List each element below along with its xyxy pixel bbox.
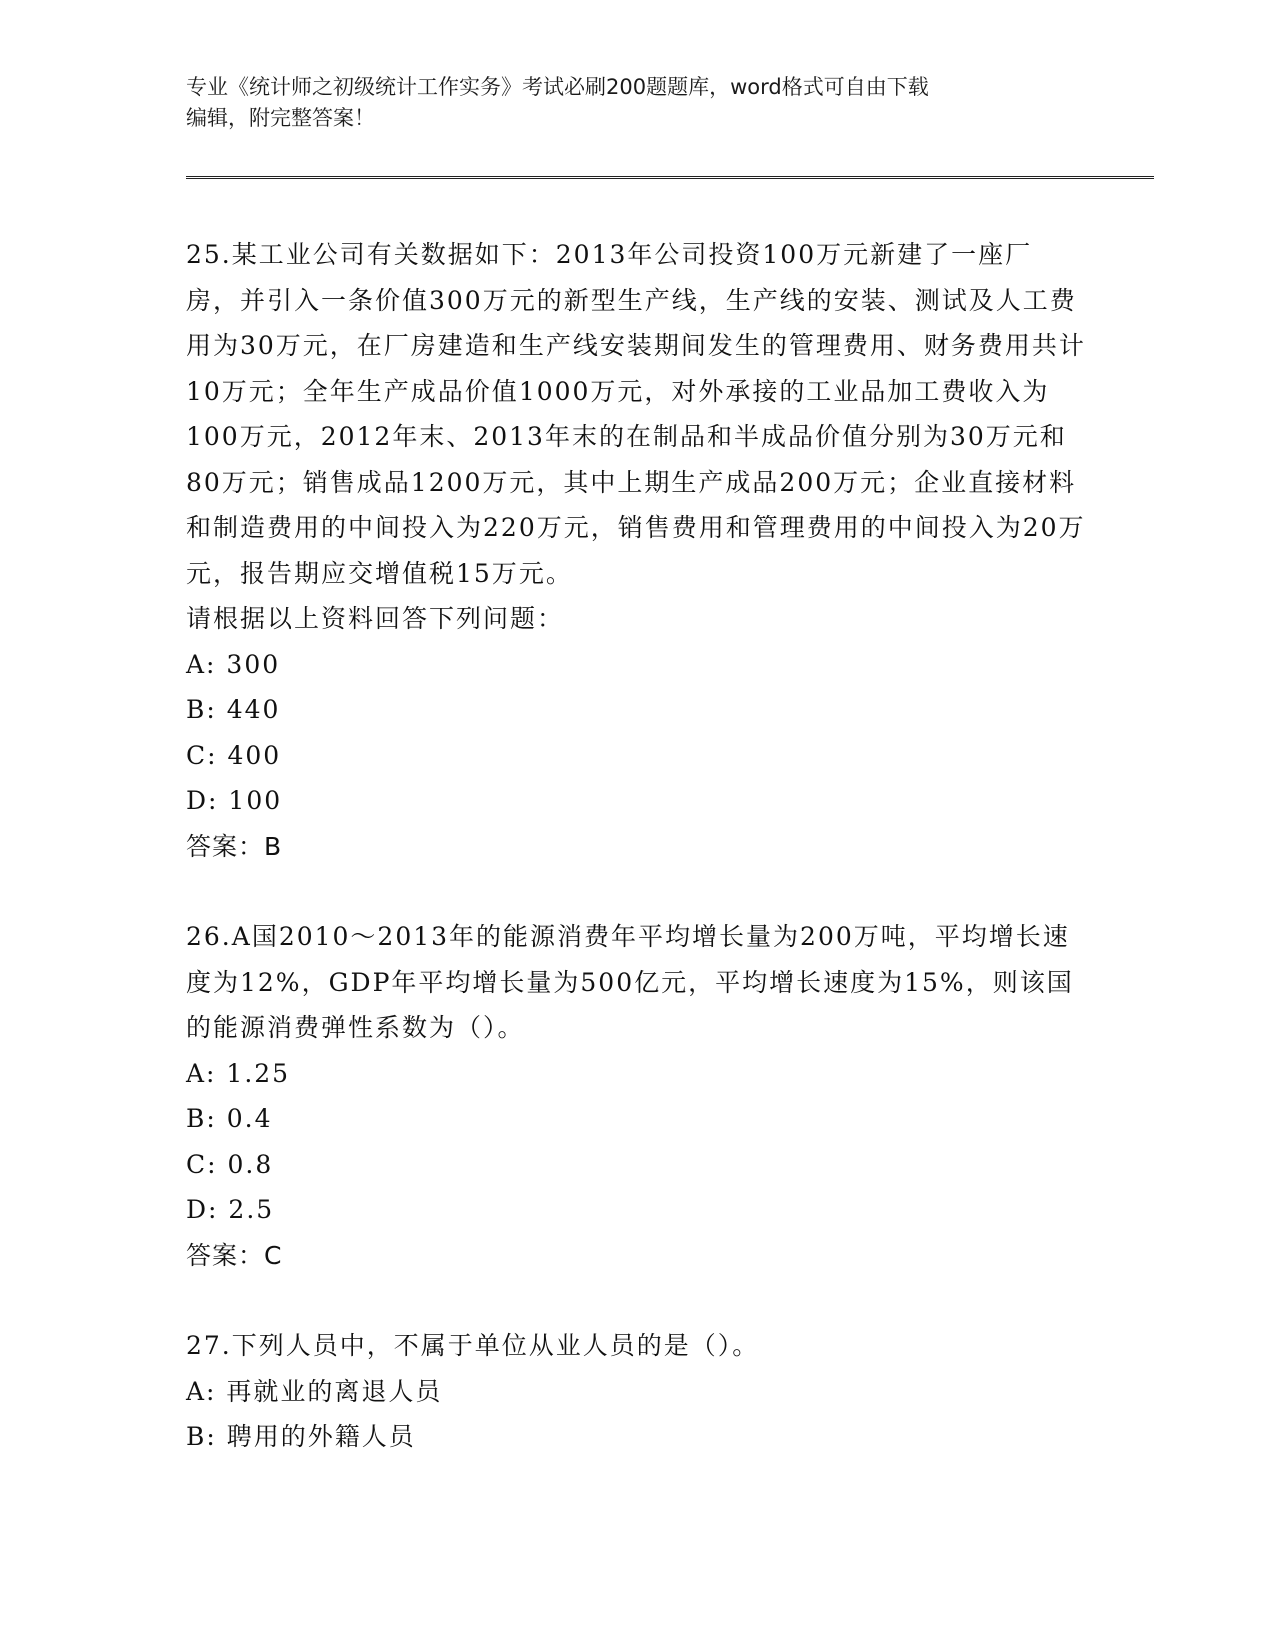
header-line-2: 编辑，附完整答案！	[186, 106, 375, 130]
question-25	[186, 232, 1086, 869]
question-stem: 27.下列人员中，不属于单位从业人员的是（）。	[186, 1331, 760, 1360]
question-stem: 26.A国2010～2013年的能源消费年平均增长量为200万吨，平均增长速度为12%，GDP年平均增长量为500亿元，平均增长速度为15%，则该国的能源消费弹性系数为（）。	[186, 922, 1074, 1042]
question-instruction: 请根据以上资料回答下列问题：	[186, 604, 565, 633]
option-a: A: 再就业的离退人员	[186, 1376, 443, 1406]
option-a: A: 300	[186, 649, 281, 679]
option-c: C: 400	[186, 740, 282, 770]
question-27	[186, 1323, 1086, 1460]
option-d: D: 2.5	[186, 1195, 275, 1224]
answer-label: 答案：B	[186, 831, 283, 861]
document-header	[186, 72, 1086, 134]
header-line-1: 专业《统计师之初级统计工作实务》考试必刷200题题库，word格式可自由下载	[186, 75, 929, 99]
answer-label: 答案：C	[186, 1240, 283, 1270]
header-divider	[186, 176, 1154, 179]
option-b: B: 440	[186, 695, 281, 724]
question-stem: 25.某工业公司有关数据如下：2013年公司投资100万元新建了一座厂房，并引入一条价值300万元的新型生产线，生产线的安装、测试及人工费用为30万元，在厂房建造和生产线安装期间发生的管理费用、财务费用共计10万元；全年生产成品价值1000万元，对外承接的工业品加工费收入为100万元，2012年末、2013年末的在制品和半成品价值分别为30万元和80万元；销售成品1200万元，其中上期生产成品200万元；企业直接材料和制造费用的中间投入为220万元，销售费用和管理费用的中间投入为20万元，报告期应交增值税15万元。	[186, 240, 1086, 588]
question-list	[186, 232, 1086, 1505]
option-c: C: 0.8	[186, 1149, 274, 1179]
option-a: A: 1.25	[186, 1058, 291, 1088]
option-b: B: 聘用的外籍人员	[186, 1422, 416, 1451]
option-b: B: 0.4	[186, 1104, 273, 1133]
question-26	[186, 914, 1086, 1278]
option-d: D: 100	[186, 786, 283, 815]
